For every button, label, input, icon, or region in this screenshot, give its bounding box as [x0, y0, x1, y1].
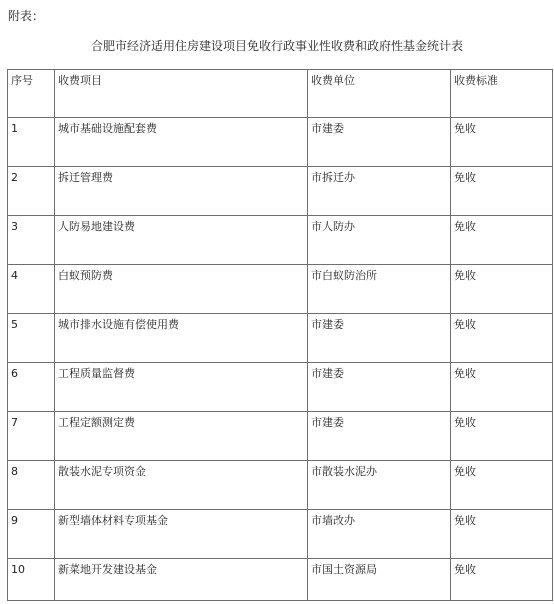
table-row [8, 216, 553, 265]
cell-fee-item: 人防易地建设费 [55, 216, 308, 265]
cell-serial-number: 2 [8, 167, 55, 216]
cell-fee-item: 工程质量监督费 [55, 363, 308, 412]
cell-fee-unit: 市建委 [308, 363, 451, 412]
cell-serial-number: 3 [8, 216, 55, 265]
table-row [8, 559, 553, 601]
cell-fee-standard: 免收 [451, 118, 553, 167]
cell-fee-standard: 免收 [451, 216, 553, 265]
cell-fee-unit: 市散装水泥办 [308, 461, 451, 510]
cell-serial-number: 4 [8, 265, 55, 314]
cell-fee-unit: 市白蚁防治所 [308, 265, 451, 314]
header-fee-item: 收费项目 [55, 70, 308, 118]
cell-fee-item: 城市排水设施有偿使用费 [55, 314, 308, 363]
document-title: 合肥市经济适用住房建设项目免收行政事业性收费和政府性基金统计表 [90, 39, 463, 53]
table-row [8, 510, 553, 559]
cell-fee-item: 新菜地开发建设基金 [55, 559, 308, 601]
cell-fee-unit: 市人防办 [308, 216, 451, 265]
attachment-label: 附表： [8, 9, 45, 23]
table-row [8, 412, 553, 461]
cell-serial-number: 10 [8, 559, 55, 601]
cell-fee-item: 工程定额测定费 [55, 412, 308, 461]
table-row [8, 265, 553, 314]
table-row [8, 167, 553, 216]
cell-fee-standard: 免收 [451, 314, 553, 363]
table-row [8, 314, 553, 363]
cell-fee-unit: 市国土资源局 [308, 559, 451, 601]
table-row [8, 461, 553, 510]
cell-serial-number: 1 [8, 118, 55, 167]
cell-fee-unit: 市建委 [308, 314, 451, 363]
cell-fee-unit: 市拆迁办 [308, 167, 451, 216]
header-fee-standard: 收费标准 [451, 70, 553, 118]
table-row [8, 363, 553, 412]
cell-fee-standard: 免收 [451, 412, 553, 461]
cell-fee-item: 城市基础设施配套费 [55, 118, 308, 167]
cell-fee-item: 白蚁预防费 [55, 265, 308, 314]
cell-fee-item: 拆迁管理费 [55, 167, 308, 216]
cell-serial-number: 6 [8, 363, 55, 412]
cell-fee-standard: 免收 [451, 559, 553, 601]
cell-serial-number: 7 [8, 412, 55, 461]
header-fee-unit: 收费单位 [308, 70, 451, 118]
cell-serial-number: 8 [8, 461, 55, 510]
cell-fee-standard: 免收 [451, 167, 553, 216]
cell-fee-standard: 免收 [451, 265, 553, 314]
cell-serial-number: 9 [8, 510, 55, 559]
cell-fee-item: 新型墙体材料专项基金 [55, 510, 308, 559]
cell-serial-number: 5 [8, 314, 55, 363]
table-header-row [8, 70, 553, 118]
cell-fee-unit: 市建委 [308, 118, 451, 167]
fee-table [7, 69, 553, 601]
table-row [8, 118, 553, 167]
cell-fee-standard: 免收 [451, 363, 553, 412]
header-serial-number: 序号 [8, 70, 55, 118]
cell-fee-item: 散装水泥专项资金 [55, 461, 308, 510]
cell-fee-standard: 免收 [451, 510, 553, 559]
cell-fee-unit: 市墙改办 [308, 510, 451, 559]
cell-fee-unit: 市建委 [308, 412, 451, 461]
cell-fee-standard: 免收 [451, 461, 553, 510]
